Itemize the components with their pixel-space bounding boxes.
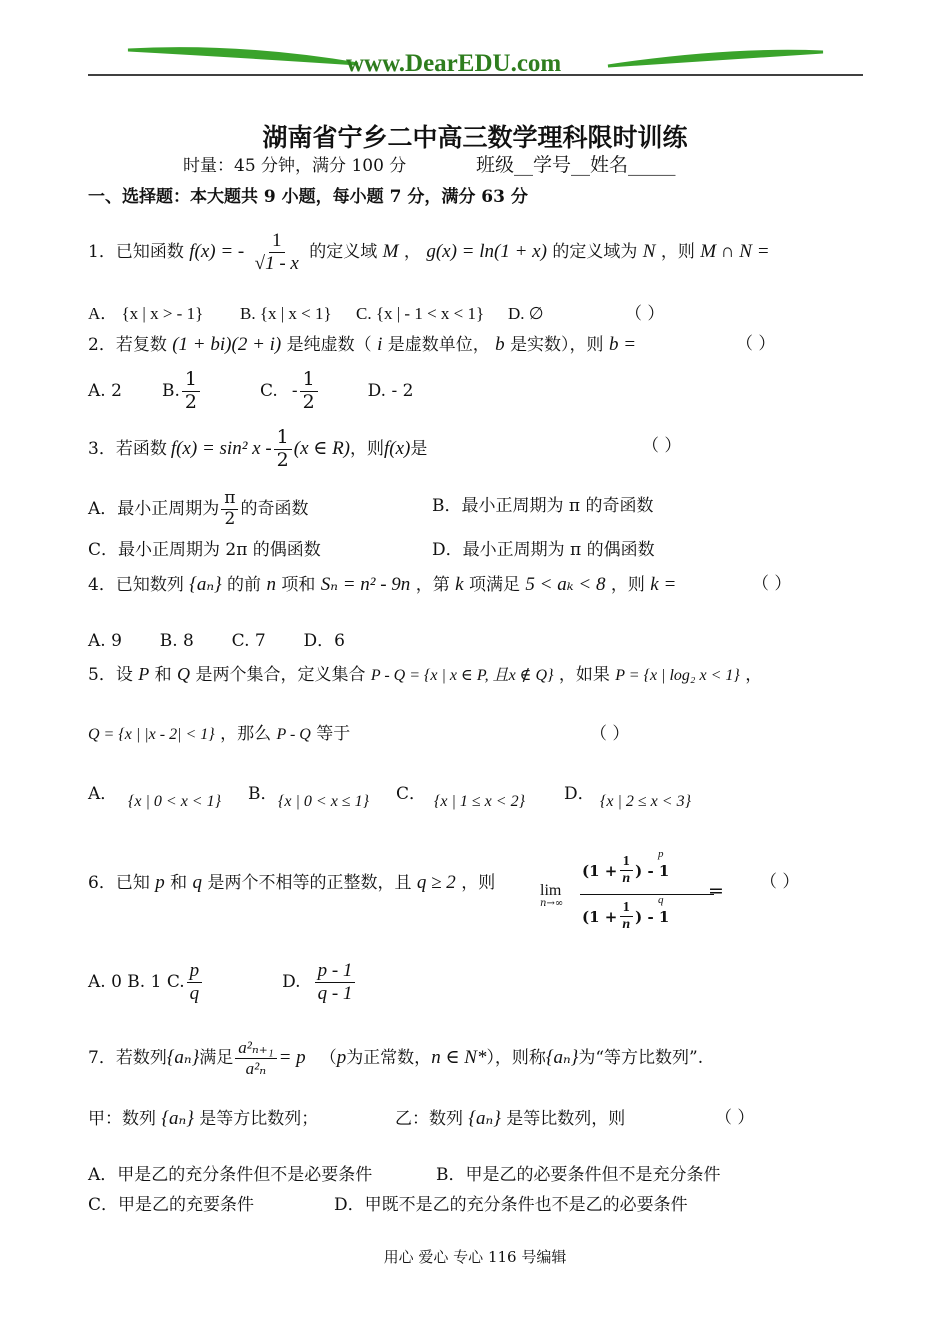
q2-text-c: 是虚数单位， <box>387 335 490 355</box>
section-heading: 一、选择题：本大题共 9 小题，每小题 7 分，满分 63 分 <box>88 187 528 207</box>
q7-option-a: A．甲是乙的充分条件但不是必要条件 <box>88 1165 373 1185</box>
q1-option-a: A． {x | x > - 1} <box>88 304 204 323</box>
header-logo <box>88 38 863 80</box>
q6-option-d-frac <box>315 960 356 1005</box>
q1-frac-num: 1 <box>269 230 285 253</box>
q4-answer-paren: （ ） <box>752 574 792 594</box>
q4-cond: 5 < aₖ < 8 <box>525 574 606 595</box>
q6-main-fraction-bar <box>580 894 714 895</box>
q6-top-a: (1 + <box>582 861 618 880</box>
q4-text-c: 项和 <box>281 575 316 595</box>
q3-option-b: B．最小正周期为 π 的奇函数 <box>432 496 654 516</box>
q2-stem <box>88 334 636 357</box>
q7-jia-b: 是等方比数列； <box>199 1109 319 1129</box>
q6-bot-b: ) - 1 <box>635 907 670 926</box>
q4-text-a: 4．已知数列 <box>88 575 184 595</box>
q3-option-d: D．最小正周期为 π 的偶函数 <box>432 540 655 560</box>
q1-set-n: N <box>642 240 656 262</box>
q2-expr2: b = <box>608 334 637 355</box>
q7-text-c: （ <box>319 1047 337 1068</box>
q5-set-p: P = {x | log₂ x < 1} <box>615 667 740 684</box>
q4-var-n: n <box>266 574 276 595</box>
q4-text-d: ，第 <box>415 575 450 595</box>
q7-jia <box>88 1108 318 1131</box>
q6-text-c: 是两个不相等的正整数，且 <box>207 873 412 893</box>
q7-seq2: {aₙ} <box>545 1046 579 1068</box>
q2-var-i: i <box>377 334 383 355</box>
q6-bot-den: n <box>622 917 631 933</box>
q2-options <box>88 366 413 416</box>
q5-set-q: Q = {x | |x - 2| < 1} <box>88 726 215 743</box>
q3-option-a-den: 2 <box>224 508 236 529</box>
q1-stem <box>88 230 770 275</box>
q6-text-a: 6．已知 <box>88 873 150 893</box>
q6-stem <box>88 872 495 895</box>
q7-option-d: D．甲既不是乙的充分条件也不是乙的必要条件 <box>334 1195 688 1215</box>
q6-lim-sub: n→∞ <box>540 898 564 909</box>
q2-option-c-num: 1 <box>300 369 318 392</box>
q2-option-c-sign: - <box>291 380 298 401</box>
q1-expr: M ∩ N = <box>700 240 770 262</box>
q1-gx: g(x) = ln(1 + x) <box>426 240 547 262</box>
q6-bot-a: (1 + <box>582 907 618 926</box>
q3-option-a <box>88 482 308 536</box>
q5-option-b: {x | 0 < x ≤ 1} <box>278 793 369 810</box>
q5-option-c-label: C． <box>396 784 427 804</box>
q4-text-e: 项满足 <box>468 575 520 595</box>
q6-options-ab: A. 0 B. 1 C. <box>88 971 185 992</box>
q1-mid2: 的定义域为 <box>552 241 638 262</box>
q5-text-d: ，如果 <box>558 665 610 685</box>
q7-var-p: p <box>336 1046 347 1068</box>
q3-expr-c: f(x) <box>384 437 411 459</box>
q7-option-b: B．甲是乙的必要条件但不是充分条件 <box>436 1165 721 1185</box>
q2-text-d: 是实数），则 <box>510 335 604 355</box>
q6-bot-exp: q <box>658 894 664 906</box>
q4-expr: Sₙ = n² - 9n <box>320 574 411 595</box>
q7-jia-a: 甲：数列 <box>88 1109 156 1129</box>
q7-cond: n ∈ N* <box>431 1046 487 1068</box>
q7-yi <box>395 1108 625 1131</box>
q1-comma: ， <box>403 241 421 262</box>
q2-text-a: 2．若复数 <box>88 335 167 355</box>
q1-mid3: ，则 <box>660 241 695 262</box>
time-score: 时量：45 分钟，满分 100 分 <box>183 156 407 176</box>
q5-text-f: 等于 <box>316 724 351 744</box>
q7-text-f: 为“等方比数列”. <box>578 1047 704 1068</box>
q7-eq: = p <box>278 1046 306 1068</box>
q7-yi-seq: {aₙ} <box>468 1108 501 1129</box>
q6-answer-paren: （ ） <box>760 872 800 892</box>
left-swoosh <box>128 49 358 64</box>
q1-option-d: D. ∅ <box>508 304 544 323</box>
q5-text-e: ，那么 <box>220 724 272 744</box>
q5-option-a-label: A． <box>88 784 118 804</box>
q5-option-d-label: D． <box>564 784 595 804</box>
q7-frac-den: a²ₙ <box>245 1058 267 1078</box>
q2-option-b-frac <box>182 369 200 414</box>
q6-option-c-num: p <box>187 960 203 983</box>
q5-tail: ， <box>745 665 763 685</box>
q6-eq: = <box>708 880 724 902</box>
q6-lim: lim <box>540 882 562 899</box>
q7-jia-seq: {aₙ} <box>161 1108 194 1129</box>
q7-yi-a: 乙：数列 <box>395 1109 463 1129</box>
q2-option-b-den: 2 <box>184 390 197 413</box>
q3-frac-den: 2 <box>276 448 289 471</box>
q6-bot-frac <box>619 900 633 933</box>
q7-stem <box>88 1030 703 1086</box>
q7-seq: {aₙ} <box>166 1046 200 1068</box>
class-name-field: 班级__学号__姓名_____ <box>476 154 676 176</box>
q3-text-b: ，则 <box>350 438 385 459</box>
q1-frac-den: √1 - x <box>254 252 299 274</box>
q5-def: P - Q = {x | x ∈ P, 且x ∉ Q} <box>370 667 554 684</box>
q6-option-d-den: q - 1 <box>317 982 353 1004</box>
q6-top <box>582 854 669 887</box>
logo-text: www.DearEDU.com <box>346 50 562 77</box>
q7-text-e: ），则称 <box>486 1047 546 1068</box>
q1-set-m: M <box>382 240 399 262</box>
q6-top-exp: p <box>658 848 664 860</box>
q5-option-b-label: B． <box>248 784 278 804</box>
q7-text-a: 7．若数列 <box>88 1047 167 1068</box>
q4-seq: {aₙ} <box>189 574 222 595</box>
q4-text-b: 的前 <box>227 575 262 595</box>
q2-option-a: A. 2 <box>88 380 122 401</box>
q5-option-d: {x | 2 ≤ x < 3} <box>600 793 691 810</box>
q3-fraction <box>274 427 292 472</box>
q2-option-c-den: 2 <box>302 390 315 413</box>
page-title: 湖南省宁乡二中高三数学理科限时训练 <box>262 123 688 152</box>
q5-text-a: 5．设 <box>88 665 133 685</box>
q7-option-c: C．甲是乙的充要条件 <box>88 1195 255 1215</box>
q4-expr2: k = <box>650 574 677 595</box>
page-footer: 用心 爱心 专心 116 号编辑 <box>383 1248 567 1266</box>
q2-option-c-frac <box>300 369 318 414</box>
right-swoosh <box>608 51 823 66</box>
q1-option-b: B. {x | x < 1} <box>240 304 332 323</box>
q7-answer-paren: （ ） <box>715 1108 755 1128</box>
q3-option-a-tail: 的奇函数 <box>240 498 309 519</box>
q4-options: A. 9 B. 8 C. 7 D．6 <box>88 631 345 651</box>
q5-text-b: 和 <box>154 665 172 685</box>
q1-answer-paren: （ ） <box>625 304 665 324</box>
q2-option-c-label: C. <box>260 380 278 401</box>
q6-option-c-frac <box>187 960 203 1005</box>
q3-expr-a: f(x) = sin² x - <box>170 437 272 459</box>
q2-text-b: 是纯虚数（ <box>286 335 372 355</box>
q5-expr: P - Q <box>276 726 311 743</box>
q5-stem-2 <box>88 724 350 744</box>
q3-option-a-text: A．最小正周期为 <box>88 498 220 519</box>
q4-text-f: ，则 <box>610 575 645 595</box>
q2-expr: (1 + bi)(2 + i) <box>172 334 282 355</box>
q1-fraction <box>252 230 302 275</box>
q1-prefix: 1．已知函数 <box>88 241 184 262</box>
q6-text-d: ，则 <box>461 873 496 893</box>
q7-frac-num: a²ₙ₊₁ <box>235 1038 276 1059</box>
q6-bot-num: 1 <box>620 900 633 917</box>
q5-text-c: 是两个集合，定义集合 <box>195 665 366 685</box>
q1-option-c: C. {x | - 1 < x < 1} <box>356 304 485 323</box>
q5-answer-paren: （ ） <box>590 724 630 744</box>
q3-stem <box>88 422 427 476</box>
q3-text-c: 是 <box>410 438 428 459</box>
q5-stem <box>88 664 762 686</box>
q5-option-a: {x | 0 < x < 1} <box>128 793 221 810</box>
q7-text-d: 为正常数， <box>346 1047 432 1068</box>
q3-text-a: 3．若函数 <box>88 438 167 459</box>
q6-top-num: 1 <box>620 854 633 871</box>
q1-mid1: 的定义域 <box>309 241 378 262</box>
q6-bottom <box>582 900 669 933</box>
q3-option-a-num: π <box>221 489 238 510</box>
q2-option-d: D. - 2 <box>367 380 414 401</box>
q6-top-b: ) - 1 <box>635 861 670 880</box>
q3-frac-num: 1 <box>274 427 292 450</box>
q2-option-b-num: 1 <box>182 369 200 392</box>
q1-fx: f(x) = - <box>189 240 245 262</box>
q7-text-b: 满足 <box>199 1047 234 1068</box>
q5-var-p: P <box>138 664 150 684</box>
q2-var-b: b <box>495 334 505 355</box>
q6-top-frac <box>619 854 633 887</box>
q7-fraction <box>235 1038 276 1078</box>
q6-var-p: p <box>155 872 165 893</box>
q6-option-d-num: p - 1 <box>315 960 356 983</box>
q6-top-den: n <box>622 871 631 887</box>
q6-var-q: q <box>192 872 203 893</box>
q5-option-c: {x | 1 ≤ x < 2} <box>434 793 525 810</box>
q6-option-d-label: D. <box>282 971 301 992</box>
q6-limit-expression <box>540 848 740 944</box>
q6-text-b: 和 <box>170 873 188 893</box>
q7-yi-b: 是等比数列，则 <box>506 1109 626 1129</box>
q6-options <box>88 956 357 1008</box>
q4-var-k: k <box>455 574 464 595</box>
q3-option-c: C．最小正周期为 2π 的偶函数 <box>88 540 321 560</box>
q4-stem <box>88 574 676 597</box>
q6-cond: q ≥ 2 <box>416 872 456 893</box>
q2-option-b-label: B. <box>162 380 180 401</box>
q6-option-c-den: q <box>189 982 200 1004</box>
q3-expr-b: (x ∈ R) <box>293 437 351 459</box>
q3-option-a-frac <box>221 489 238 529</box>
q3-answer-paren: （ ） <box>642 436 682 456</box>
q5-var-q: Q <box>177 664 191 684</box>
q2-answer-paren: （ ） <box>736 334 776 354</box>
